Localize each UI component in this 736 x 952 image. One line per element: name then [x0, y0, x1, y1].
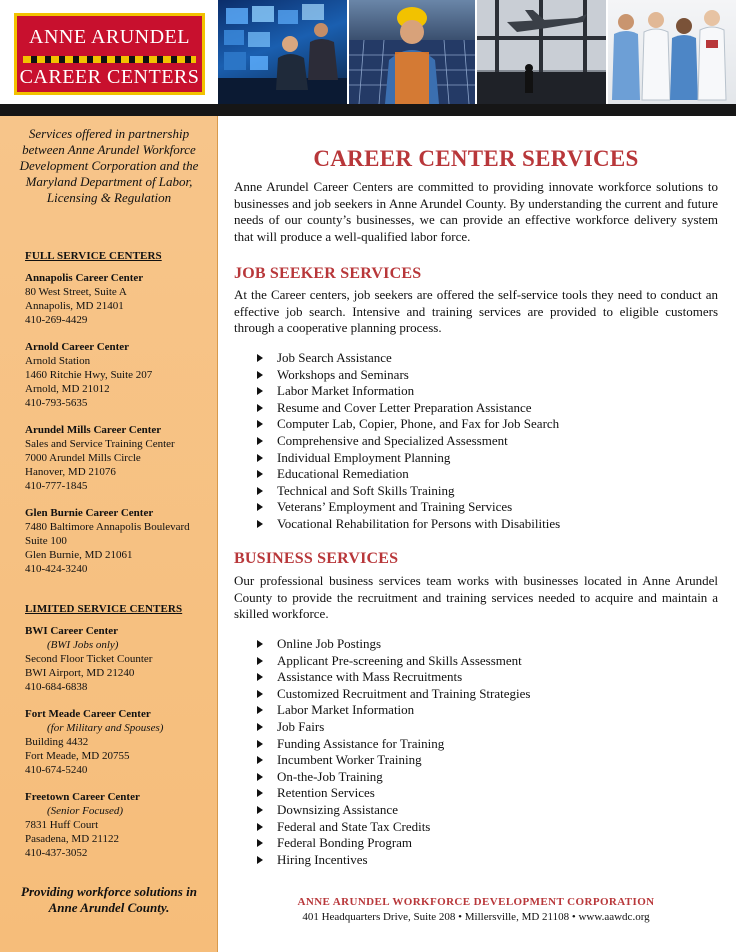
list-item [254, 819, 530, 836]
center-name: BWI Career Center [25, 625, 119, 637]
bullet-arrow-icon [257, 420, 263, 428]
center-address-line: Sales and Service Training Center [25, 438, 175, 450]
list-item [254, 433, 560, 450]
list-item [254, 367, 560, 384]
list-item [254, 483, 560, 500]
center-arundel-mills [25, 423, 213, 493]
list-item-text: Funding Assistance for Training [277, 735, 445, 751]
footer-address: 401 Headquarters Drive, Suite 208 • Millersville, MD 21108 • www.aawdc.org [302, 911, 650, 923]
center-phone: 410-793-5635 [25, 397, 88, 409]
bullet-arrow-icon [257, 437, 263, 445]
center-freetown [25, 790, 213, 860]
list-item [254, 499, 560, 516]
center-address-line: Hanover, MD 21076 [25, 466, 116, 478]
list-item-text: Veterans’ Employment and Training Services [277, 499, 513, 515]
business-heading: BUSINESS SERVICES [234, 550, 399, 567]
list-item [254, 719, 530, 736]
center-phone: 410-777-1845 [25, 480, 88, 492]
list-item [254, 669, 530, 686]
list-item [254, 416, 560, 433]
bullet-arrow-icon [257, 773, 263, 781]
list-item [254, 752, 530, 769]
center-name: Arundel Mills Career Center [25, 424, 162, 436]
list-item-text: Job Search Assistance [277, 350, 392, 365]
bullet-arrow-icon [257, 520, 263, 528]
business-list [254, 636, 530, 868]
center-address-line: Pasadena, MD 21122 [25, 833, 119, 845]
page-title: CAREER CENTER SERVICES [313, 146, 639, 171]
list-item [254, 636, 530, 653]
list-item [254, 350, 560, 367]
list-item-text: Applicant Pre-screening and Skills Assessment [277, 652, 522, 668]
footer-organization: ANNE ARUNDEL WORKFORCE DEVELOPMENT CORPORATION [297, 896, 655, 908]
center-note: (BWI Jobs only) [47, 639, 119, 651]
photo-control-room [218, 0, 347, 104]
list-item [254, 653, 530, 670]
bullet-arrow-icon [257, 723, 263, 731]
list-item [254, 802, 530, 819]
list-item-text: Resume and Cover Letter Preparation Assistance [277, 399, 532, 415]
logo-line-2: CAREER CENTERS [19, 66, 200, 88]
list-item-text: Individual Employment Planning [277, 449, 451, 465]
bullet-arrow-icon [257, 371, 263, 379]
bullet-arrow-icon [257, 756, 263, 764]
center-address-line: 1460 Ritchie Hwy, Suite 207 [25, 369, 153, 381]
logo-line-1: ANNE ARUNDEL [29, 26, 190, 48]
center-phone: 410-684-6838 [25, 681, 88, 693]
center-address-line: Suite 100 [25, 535, 67, 547]
center-phone: 410-437-3052 [25, 847, 88, 859]
list-item-text: Hiring Incentives [277, 851, 368, 867]
bullet-arrow-icon [257, 354, 263, 362]
center-name: Arnold Career Center [25, 341, 130, 353]
list-item-text: Labor Market Information [277, 702, 415, 718]
list-item-text: Vocational Rehabilitation for Persons with Disabilities [277, 515, 561, 531]
center-name: Annapolis Career Center [25, 272, 144, 284]
list-item-text: Educational Remediation [277, 466, 409, 482]
bullet-arrow-icon [257, 404, 263, 412]
bullet-arrow-icon [257, 470, 263, 478]
list-item-text: Workshops and Seminars [277, 366, 409, 382]
center-fort-meade [25, 707, 213, 777]
center-address-line: Arnold Station [25, 355, 91, 367]
center-address-line: Building 4432 [25, 736, 89, 748]
bullet-arrow-icon [257, 789, 263, 797]
center-address-line: Fort Meade, MD 20755 [25, 750, 130, 762]
center-name: Glen Burnie Career Center [25, 507, 154, 519]
center-address-line: 7000 Arundel Mills Circle [25, 452, 141, 464]
list-item-text: Technical and Soft Skills Training [277, 482, 455, 498]
list-item [254, 383, 560, 400]
list-item-text: Comprehensive and Specialized Assessment [277, 432, 508, 448]
center-note: (for Military and Spouses) [47, 722, 164, 734]
center-address-line: 7480 Baltimore Annapolis Boulevard [25, 521, 190, 533]
center-address-line: 80 West Street, Suite A [25, 286, 127, 298]
bullet-arrow-icon [257, 690, 263, 698]
list-item-text: Customized Recruitment and Training Strategies [277, 685, 531, 701]
center-bwi [25, 624, 213, 694]
list-item-text: Retention Services [277, 785, 375, 801]
center-address-line: Second Floor Ticket Counter [25, 653, 153, 665]
list-item [254, 769, 530, 786]
list-item [254, 835, 530, 852]
job-seeker-heading: JOB SEEKER SERVICES [234, 265, 422, 282]
list-item [254, 785, 530, 802]
limited-service-heading: LIMITED SERVICE CENTERS [25, 603, 183, 615]
sidebar-tagline: Providing workforce solutions in Anne Arundel County. [21, 884, 197, 915]
sidebar [0, 116, 218, 952]
center-note: (Senior Focused) [47, 805, 124, 817]
bullet-arrow-icon [257, 640, 263, 648]
list-item [254, 516, 560, 533]
photo-solar-worker [349, 0, 475, 104]
job-seeker-list [254, 350, 560, 533]
list-item [254, 400, 560, 417]
bullet-arrow-icon [257, 839, 263, 847]
center-arnold [25, 340, 213, 410]
bullet-arrow-icon [257, 806, 263, 814]
center-address-line: BWI Airport, MD 21240 [25, 667, 135, 679]
list-item [254, 686, 530, 703]
list-item-text: Online Job Postings [277, 636, 382, 651]
center-name: Fort Meade Career Center [25, 708, 151, 720]
page-header [0, 0, 736, 104]
center-annapolis [25, 271, 213, 327]
bullet-arrow-icon [257, 387, 263, 395]
center-address-line: Arnold, MD 21012 [25, 383, 110, 395]
list-item [254, 466, 560, 483]
logo-stripe [23, 56, 196, 63]
center-phone: 410-674-5240 [25, 764, 88, 776]
bullet-arrow-icon [257, 657, 263, 665]
bullet-arrow-icon [257, 673, 263, 681]
list-item [254, 450, 560, 467]
list-item-text: Job Fairs [277, 718, 325, 734]
bullet-arrow-icon [257, 823, 263, 831]
partnership-statement: Services offered in partnership between Anne Arundel Workforce Development Corporation and the Maryland Department of Labor, Licensing & Regulation [19, 126, 199, 205]
list-item-text: Downsizing Assistance [277, 801, 398, 817]
job-seeker-paragraph: At the Career centers, job seekers are offered the self-service tools they need to conduct an effective job search. Intensive and training services are provided to eligible customers through a cooperative planning process. [234, 287, 718, 335]
center-address-line: Glen Burnie, MD 21061 [25, 549, 133, 561]
list-item-text: Assistance with Mass Recruitments [277, 669, 463, 685]
photo-medical-staff [608, 0, 736, 104]
center-phone: 410-269-4429 [25, 314, 88, 326]
center-address-line: Annapolis, MD 21401 [25, 300, 124, 312]
bullet-arrow-icon [257, 503, 263, 511]
list-item-text: On-the-Job Training [277, 768, 383, 784]
bullet-arrow-icon [257, 740, 263, 748]
list-item [254, 736, 530, 753]
list-item-text: Computer Lab, Copier, Phone, and Fax for Job Search [277, 416, 560, 432]
center-name: Freetown Career Center [25, 791, 140, 803]
list-item [254, 852, 530, 869]
list-item-text: Incumbent Worker Training [277, 752, 422, 768]
bullet-arrow-icon [257, 706, 263, 714]
list-item-text: Federal Bonding Program [277, 835, 413, 851]
header-divider [0, 104, 736, 116]
photo-airport-window [477, 0, 606, 104]
bullet-arrow-icon [257, 487, 263, 495]
center-phone: 410-424-3240 [25, 563, 88, 575]
list-item [254, 702, 530, 719]
center-address-line: 7831 Huff Court [25, 819, 99, 831]
full-service-heading: FULL SERVICE CENTERS [25, 250, 162, 262]
intro-paragraph: Anne Arundel Career Centers are committed to providing innovate workforce solutions to businesses and job seekers in Anne Arundel County. By understanding the current and future needs of our county’s businesses, we can provide an effective workforce delivery system that will produce a well-qualified labor force. [234, 179, 718, 244]
business-paragraph: Our professional business services team works with businesses located in Anne Arundel County to provide the recruitment and training services needed to acquire and maintain a skilled workforce. [234, 573, 718, 621]
list-item-text: Federal and State Tax Credits [277, 818, 431, 834]
bullet-arrow-icon [257, 856, 263, 864]
center-glen-burnie [25, 506, 213, 576]
career-centers-logo [14, 13, 205, 95]
list-item-text: Labor Market Information [277, 383, 415, 399]
bullet-arrow-icon [257, 454, 263, 462]
